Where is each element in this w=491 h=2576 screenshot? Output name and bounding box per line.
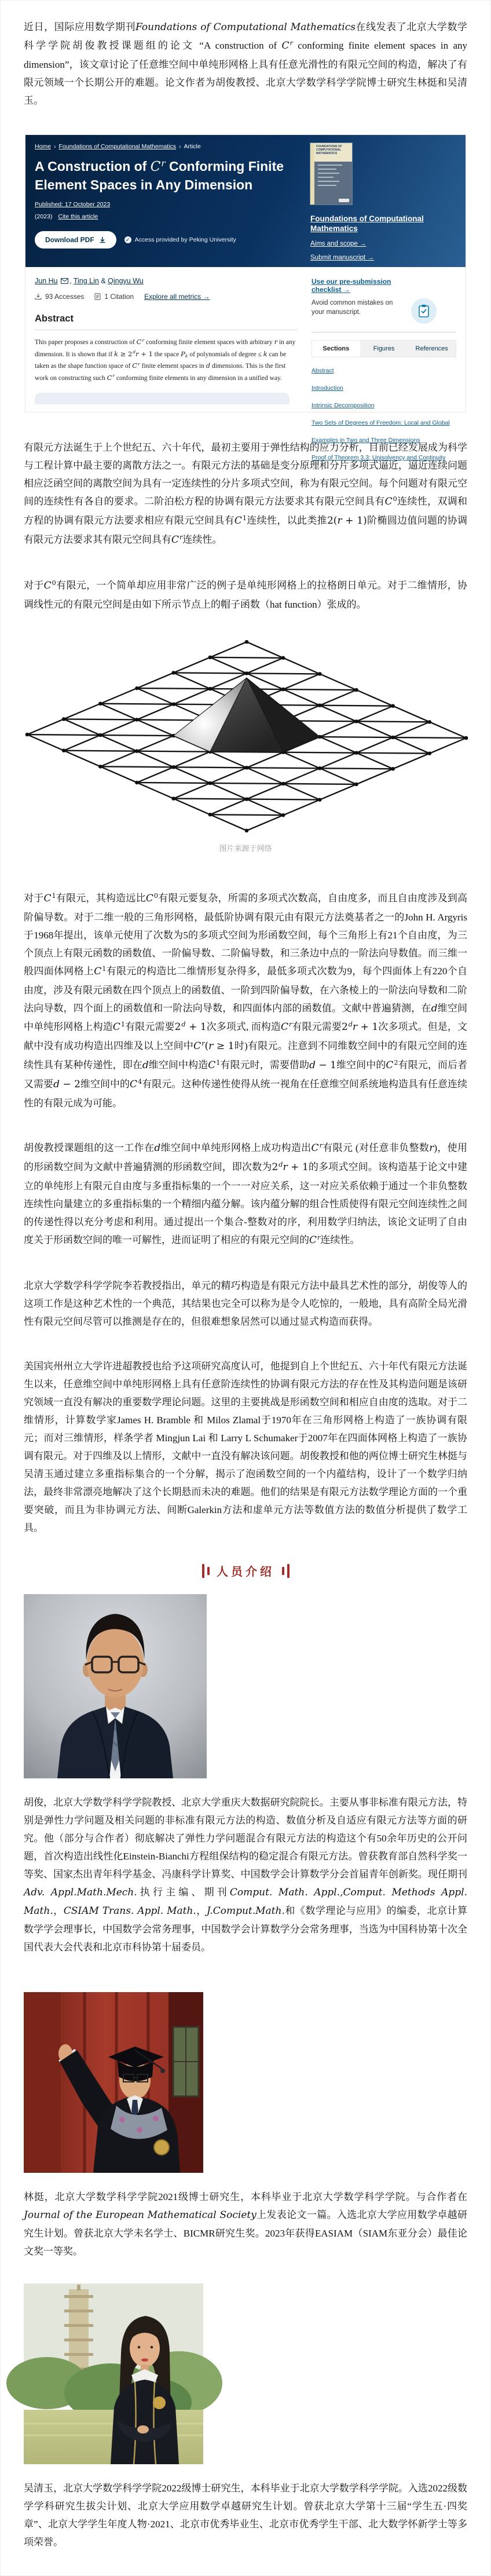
photo-ting-lin — [24, 1992, 467, 2173]
clipboard-icon — [411, 298, 437, 324]
article-year: (2023) — [35, 213, 53, 220]
decorative-bars-icon — [280, 1564, 291, 1578]
history-paragraph: 有限元方法诞生于上个世纪五、六十年代，最初主要用于弹性结构的应力分析，目前已经发展成为科学与工程计算中最主要的离散方法之一。有限元方法的基础是变分原理和分片多项式逼近，逼近连续问题相应泛函空间的离散空间为具有一定连续性的分片多项式空间，称为有限元空间。每个问题对有限元空间的连续性有各自的要求。二阶泊松方程的协调有限元方法要求其有限元空间具有$C^0$连续性，双调和方程的协调有限元方法要求相应有限元空间具有$C^1$连续性，以此类推2(r + 1)阶椭圆边值问题的协调有限元方法要求其有限元空间具有$C^r$连续性。 — [24, 442, 468, 546]
xu-comment-paragraph: 美国宾州州立大学许进超教授也给予这项研究高度认可，他提到自上个世纪五、六十年代有限元方法诞生以来，任意维空间中单纯形网格上具有任意阶连续性的协调有限元方法的存在性及其构造问题是该研究领域一直没有解决的重要数学理论问题。这里的主要挑战是形函数空间和相应自由度的选取。对于二维情形，计算数学家James H. Bramble 和 Milos Zlamal于1970年在三角形网格上构造了一族协调有限元；而对三维情形，样条学者 Mingjun Lai 和 Larry L Schumaker于2007年在四面体网格上构造了一族协调有限元。对于四维及以上情形，文献中一直没有解决该问题。胡俊教授和他的两位博士研究生林挺与吴清玉通过建立多重指标集合的一个分解，揭示了泡函数空间的一个内蕴结构，设计了一个数学归纳法，最终非常漂亮地解决了这个长期悬而未决的难题。他们的结果是有限元方法数学理论方面的一个重要突破，而且为非协调元方法、间断Galerkin方法和虚单元方法等数值方法的数值分析提供了数学工具。 — [24, 1361, 467, 1533]
envelope-icon[interactable] — [61, 278, 68, 284]
hat-function-figure — [24, 640, 467, 853]
accesses-icon — [35, 293, 42, 300]
triangular-mesh-figure — [24, 640, 470, 832]
bio-jun-hu: 胡俊，北京大学数学科学学院教授、北京大学重庆大数据研究院院长。主要从事非标准有限元方法，特别是弹性力学问题及相关问题的非标准有限元方法的构造、数值分析及自适应有限元方法等方面的研究。他（部分与合作者）彻底解决了弹性力学问题混合有限元方法的构造这个有50余年历史的公开问题，首次构造出线性化Einstein-Bianchi方程组保结构的稳定混合有限元方法。曾获教育部自然科学奖一等奖、国家杰出青年科学基金、冯康科学计算奖、中国数学会计算数学分会首届青年创新奖。现任期刊Adv. Appl.Math.Mech.执行主编、期刊Comput. Math. Appl.,Comput. Methods Appl. Math.，CSIAM Trans. Appl. Math.，J.Comput.Math.和《数学理论与应用》的编委，北京计算数学学会理事长，中国数学会常务理事，中国数学会计算数学分会常务理事，当选为中国科协第十次全国代表大会代表和北京市科协第十届委员。 — [24, 1797, 468, 1953]
tab-sections[interactable]: Sections — [312, 341, 360, 357]
lagrange-paragraph: 对于$C^0$有限元，一个简单却应用非常广泛的例子是单纯形网格上的拉格朗日单元。对于二维情形，协调线性元的有限元空间是由如下所示节点上的帽子函数（hat function）张成的。 — [24, 579, 468, 610]
section-link[interactable]: Abstract — [312, 367, 334, 374]
submit-manuscript-link[interactable]: Submit manuscript → — [310, 254, 374, 261]
citation-icon — [94, 293, 101, 300]
construction-paragraph: 胡俊教授课题组的这一工作在d维空间中单纯形网格上成功构造出$C^r$有限元 (对任意非负整数r)，使用的形函数空间为文献中普遍猜测的形函数空间，即次数为$2^dr + 1$的多项式空间。该构造基于论文中建立的单纯形上有限元自由度与多重指标集的一个一一对应关系，这一对应关系依赖于通过一个非负整数连续性向量建立的多重指标集的一个精细内蕴分解。该内蕴分解的组合性质使得有限元空间连续性之间的传递性得以充分考虑和利用。通过提出一个集合-整数对的序，利用数学归纳法，该论文证明了自由度关于形函数空间的唯一可解性，进而证明了相应的有限元空间的$C^r$连续性。 — [24, 1141, 468, 1246]
author-qingyu-wu[interactable]: Qingyu Wu — [108, 277, 144, 285]
abstract-heading: Abstract — [35, 313, 74, 324]
bio-ting-lin: 林挺，北京大学数学科学学院2021级博士研究生，本科毕业于北京大学数学科学学院。与合作者在Journal of the European Mathematical Society上发表论文一篇。入选北京大学应用数学卓越研究生计划。曾获北京大学未名学士、BICMR研究生奖。2023年获得EASIAM（SIAM东亚分会）最佳论文奖一等奖。 — [24, 2191, 467, 2257]
aims-scope-link[interactable]: Aims and scope → — [310, 240, 367, 247]
journal-cover-body — [314, 162, 352, 204]
tab-references[interactable]: References — [415, 345, 448, 352]
section-link-item — [312, 417, 456, 427]
breadcrumb-journal[interactable]: Foundations of Computational Mathematics — [58, 143, 177, 150]
breadcrumb-separator: › — [54, 143, 56, 150]
checkmark-icon: ✓ — [124, 236, 131, 243]
journal-cover-title: FOUNDATIONS OF COMPUTATIONAL MATHEMATICS — [316, 145, 342, 155]
accesses-metric: 93 Accesses — [35, 293, 84, 301]
author-jun-hu[interactable]: Jun Hu — [35, 277, 58, 285]
journal-article-card — [25, 135, 466, 461]
decorative-bars-icon — [200, 1564, 211, 1578]
section-link-item — [312, 365, 456, 375]
journal-cover-spine — [310, 143, 314, 204]
download-pdf-button[interactable] — [35, 231, 116, 249]
figure-caption: 图片来源于网络 — [219, 844, 272, 853]
people-header-label: 人员介绍 — [217, 1566, 274, 1579]
bio-qingyu-wu: 吴清玉，北京大学数学科学学院2022级博士研究生，本科毕业于北京大学数学科学学院。入选2022级数学学科研究生拔尖计划、北京大学应用数学卓越研究生计划。曾获北京大学第十三届“学生五·四奖章”、北京大学学生年度人物·2021、北京市优秀毕业生、北京市优秀学生干部、北大数学怀新学士等多项荣誉。 — [24, 2483, 467, 2548]
section-link-item — [312, 400, 456, 410]
cite-this-article-link[interactable]: Cite this article — [58, 213, 98, 220]
breadcrumb-article: Article — [184, 143, 201, 150]
download-icon — [99, 236, 106, 243]
section-link[interactable]: Proof of Theorem 3.3: Unisolvency and Continuity — [312, 454, 446, 461]
download-pdf-label: Download PDF — [45, 236, 94, 244]
breadcrumb-home[interactable]: Home — [35, 143, 52, 150]
section-link[interactable]: Examples in Two and Three Dimensions — [312, 437, 420, 444]
section-link[interactable]: Intrinsic Decomposition — [312, 402, 375, 409]
article-title: A Construction of $C^r$ Conforming Finite Element Spaces in Any Dimension — [35, 158, 284, 192]
journal-cover[interactable] — [310, 143, 352, 204]
photo-jun-hu — [24, 1594, 467, 1778]
article-tabs — [312, 340, 456, 357]
journal-link[interactable]: Foundations of Computational Mathematics — [310, 214, 424, 233]
explore-metrics-link[interactable]: Explore all metrics → — [144, 293, 210, 301]
publisher-logo — [339, 199, 349, 202]
tab-figures[interactable]: Figures — [373, 345, 395, 352]
citations-metric: 1 Citation — [94, 293, 134, 301]
c1-elements-paragraph: 对于$C^1$有限元，其构造远比$C^0$有限元要复杂，所需的多项式次数高，自由度多，而且自由度涉及到高阶偏导数。对于二维一般的三角形网格，最低阶协调有限元由有限元方法奠基者之一的John H. Argyris于1968年提出，该单元使用了次数为5的多项式空间为形函数空间，每个三角形上有21个自由度，为三个顶点上有限元函数的函数值、一阶偏导数、二阶偏导数，和三条边中点的一阶法向导数值。而三维一般四面体网格上$C^1$有限元的构造比二维情形复杂得多，最低多项式次数为9，每个四面体上有220个自由度，涉及有限元函数在四个顶点上的函数值、一阶到四阶偏导数，在六条棱上的一阶法向导数和二阶法向导数，四个面上的函数值和一阶法向导数，和四面体内部的函数值。文献中普遍猜测，在d维空间中单纯形网格上构造$C^1$有限元需要$2^d + 1$次多项式, 而构造$C^r$有限元需要$2^dr + 1$次多项式。但是，文献中没有成功构造出四维及以上空间中$C^r(r \ge 1$时)有限元。注意到不同维数空间中的有限元空间的连续性具有某种传递性，即在d维空间中构造$C^1$有限元时，需要借助d − 1维空间中的$C^2$有限元，而后者又需要d − 2维空间中的$C^4$有限元。这种传递性使得从统一视角在任意维空间系统地构造具有任意连续性的有限元成为可能。 — [24, 891, 468, 1109]
article-hero — [25, 135, 466, 267]
access-note: ✓ Access provided by Peking University — [124, 236, 236, 243]
breadcrumb-separator: › — [179, 143, 181, 150]
author-list: Jun Hu , Ting Lin & Qingyu Wu — [35, 277, 144, 285]
checklist-note: Avoid common mistakes on your manuscript. — [312, 299, 393, 316]
related-content-teaser — [35, 393, 290, 404]
metrics-row — [35, 293, 298, 301]
intro-paragraph: 近日，国际应用数学期刊Foundations of Computational Mathematics在线发表了北京大学数学科学学院胡俊教授课题组的论文 “A construction of $C^r$ conforming finite element spaces in any dimension”，该文章讨论了任意维空间中单纯形网格上具有任意光滑性的有限元空间的构造，解决了有限元领域一个长期公开的难题。论文作者为胡俊教授、北京大学数学科学学院博士研究生林挺和吴清玉。 — [24, 21, 468, 106]
section-link-item — [312, 382, 456, 393]
published-date[interactable]: Published: 17 October 2023 — [35, 201, 111, 208]
liruo-comment-paragraph: 北京大学数学科学学院李若教授指出，单元的精巧构造是有限元方法中最具艺术性的部分，胡俊等人的这项工作是这种艺术性的一个典范，其结果也完全可以称为是令人吃惊的，一般地，具有高阶全局光滑性有限元空间尽管可以推测是存在的，但很难想象居然可以通过显式构造而获得。 — [24, 1280, 467, 1327]
section-link[interactable]: Introduction — [312, 385, 343, 392]
people-section-header — [24, 1562, 467, 1579]
photo-qingyu-wu — [24, 2283, 467, 2464]
author-ting-lin[interactable]: Ting Lin — [73, 277, 99, 285]
section-link[interactable]: Two Sets of Degrees of Freedom: Local and Global — [312, 419, 450, 426]
pre-submission-checklist-link[interactable]: Use our pre-submission checklist → — [312, 277, 391, 294]
abstract-text: This paper proposes a construction of $C^r$ conforming finite element spaces with arbitrary r in any dimension. It is shown that if $k \ge 2^dr + 1$ the space Pk of polynomials of degree ≤ k can be taken as the shape function space of $C^r$ finite element spaces in d dimensions. This is the first work on constructing such $C^r$ conforming finite elements in any dimension in a unified way. — [35, 337, 296, 382]
